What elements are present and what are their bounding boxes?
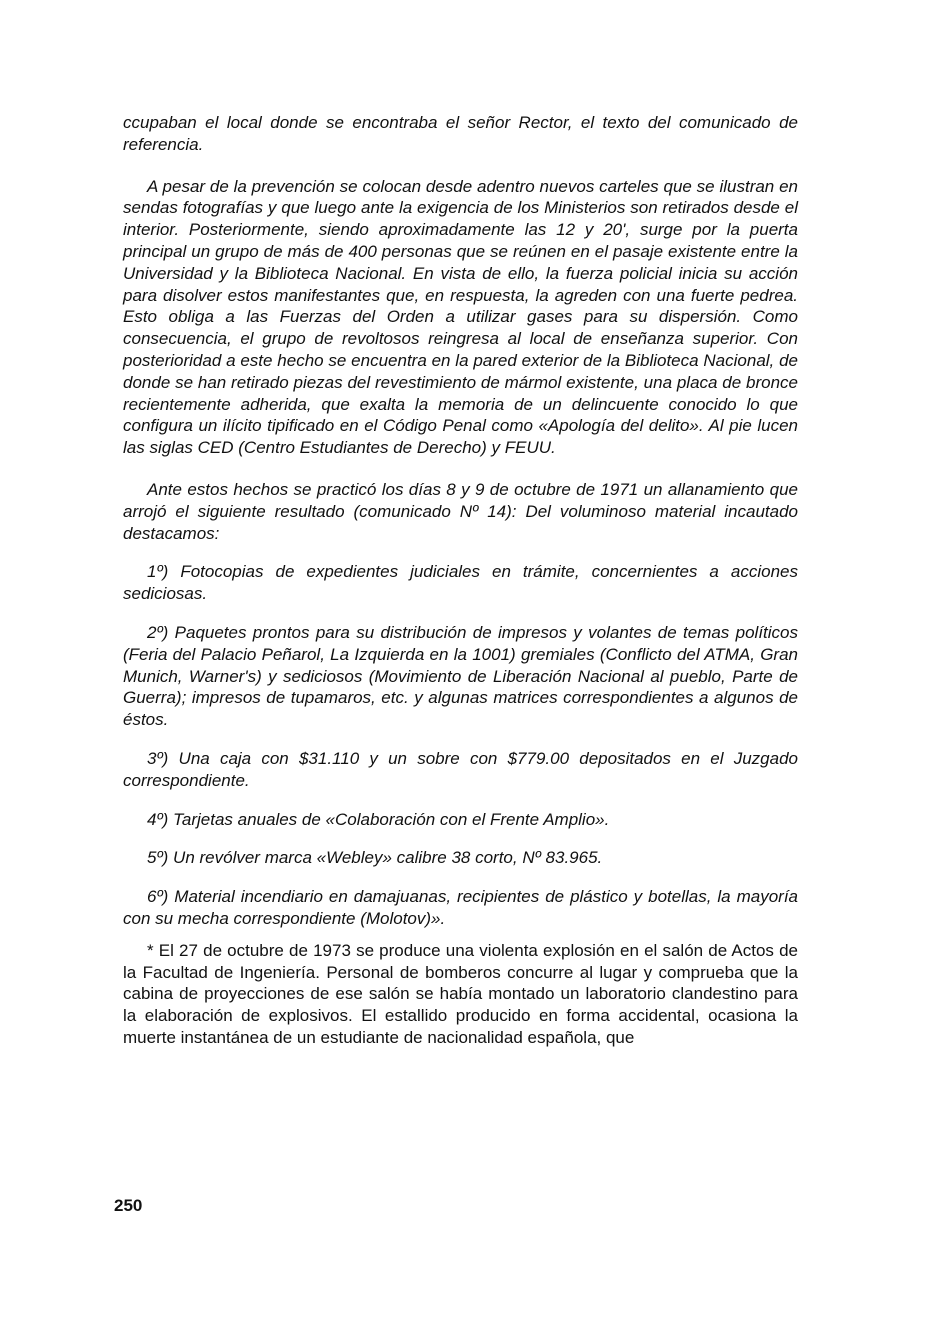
paragraph-explosion: * El 27 de octubre de 1973 se produce una violenta explosión en el salón de Actos de la Facultad de Ingeniería. Personal de bomberos concurre al lugar y comprueba que la cabina de proyecciones de ese salón se había montado un laboratorio clandestino para la elaboración de explosivos. El estallido producido en forma accidental, ocasiona la muerte instantánea de un estudiante de nacionalidad española, que [123,940,798,1047]
paragraph-protest: A pesar de la prevención se colocan desde adentro nuevos carteles que se ilustran en sendas fotografías y que luego ante la exigencia de los Ministerios son retirados desde el interior. Posteriormente, siendo aproximadamente las 12 y 20', surge por la puerta principal un grupo de más de 400 personas que se reúnen en el pasaje existente entre la Universidad y la Biblioteca Nacional. En vista de ello, la fuerza policial inicia su acción para disolver estos manifestantes que, en respuesta, la agreden con una fuerte pedrea. Esto obliga a las Fuerzas del Orden a utilizar gases para su dispersión. Como consecuencia, el grupo de revoltosos reingresa al local de enseñanza superior. Con posterioridad a este hecho se encuentra en la pared exterior de la Biblioteca Nacional, de donde se han retirado piezas del revestimiento de mármol existente, una placa de bronce recientemente adherida, que exalta la memoria de un delincuente conocido lo que configura un ilícito tipificado en el Código Penal como «Apología del delito». Al pie lucen las siglas CED (Centro Estudiantes de Derecho) y FEUU. [123,176,798,458]
list-item-5: 5º) Un revólver marca «Webley» calibre 38 corto, Nº 83.965. [147,848,603,868]
list-item-1: 1º) Fotocopias de expedientes judiciales en trámite, concernientes a acciones sediciosas. [123,562,798,604]
page-number: 250 [114,1196,143,1215]
paragraph-raid: Ante estos hechos se practicó los días 8 y 9 de octubre de 1971 un allanamiento que arrojó el siguiente resultado (comunicado Nº 14): Del voluminoso material incautado destacamos: [123,479,798,543]
paragraph-continuation: ccupaban el local donde se encontraba el señor Rector, el texto del comunicado de referencia. [123,113,798,154]
list-item-4: 4º) Tarjetas anuales de «Colaboración con el Frente Amplio». [147,809,610,829]
list-item-3: 3º) Una caja con $31.110 y un sobre con $779.00 depositados en el Juzgado correspondiente. [123,748,798,790]
list-item-6: 6º) Material incendiario en damajuanas, recipientes de plástico y botellas, la mayoría con su mecha correspondiente (Molotov)». [123,887,798,928]
document-body [123,112,798,1049]
list-item-2: 2º) Paquetes prontos para su distribución de impresos y volantes de temas políticos (Feria del Palacio Peñarol, La Izquierda en la 1001) gremiales (Conflicto del ATMA, Gran Munich, Warner's) y sediciosos (Movimiento de Liberación Nacional al pueblo, Parte de Guerra); impresos de tupamaros, etc. y algunas matrices correspondientes a algunos de éstos. [123,622,798,730]
